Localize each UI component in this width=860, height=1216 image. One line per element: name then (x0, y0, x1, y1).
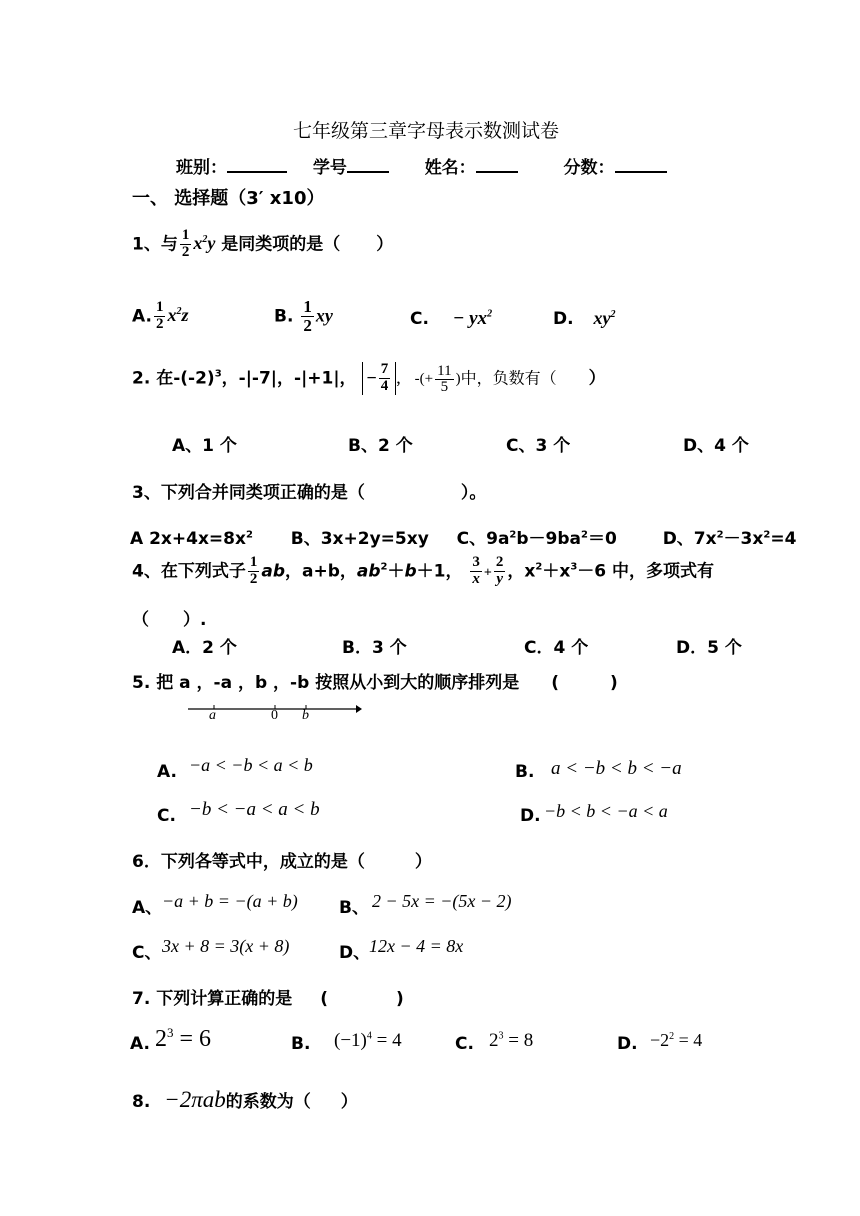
q1-end: ） (376, 234, 394, 255)
q1-option-a-label: A. (132, 306, 152, 327)
q5-option-d-expr: −b < b < −a < a (544, 801, 668, 821)
fraction-1-2: $\frac{1}{2}$ (155, 299, 164, 332)
q1-option-c (410, 308, 492, 330)
q7-option-c-expr: $2^3 = 8$ (489, 1030, 534, 1051)
q1-option-c-expr: − $yx^2$ (452, 308, 493, 329)
number-line (186, 700, 362, 730)
q6-option-c-label: C、 (132, 943, 162, 963)
q7-option-b-expr: $(-1)^4 = 4$ (334, 1030, 402, 1051)
q3-option-a: A 2x+4x=8x (130, 529, 246, 549)
q1-option-a-expr: $x^2z$ (167, 305, 189, 326)
q1-option-c-label: C. (410, 309, 429, 329)
score-label: 分数： (563, 158, 615, 178)
q1-option-b-expr: xy (315, 305, 333, 326)
q7-option-d-expr: $-2^2 = 4$ (650, 1030, 703, 1050)
q2-sup: 3 (214, 368, 222, 380)
q3-option-d-part3: =4 (770, 529, 797, 549)
fraction-1-2: $\frac{1}{2}$ (303, 297, 312, 335)
q4-prefix: 4、在下列式子 (132, 561, 246, 582)
question-8 (132, 1087, 358, 1113)
question-1 (132, 228, 393, 261)
q5-option-d-label: D. (520, 806, 541, 826)
q8-post: 的系数为（ (225, 1092, 311, 1112)
q5-option-a-expr: −a < −b < a < b (189, 755, 313, 775)
axis-label-zero: 0 (271, 708, 278, 723)
q7-option-d-label: D. (617, 1034, 638, 1054)
q4-term-ab: ab (261, 561, 285, 582)
q4-option-c: C．4 个 (524, 638, 589, 658)
q4-option-b: B．3 个 (342, 638, 407, 658)
q1-prefix: 1、与 (132, 234, 178, 255)
q1-option-d-expr: $xy^2$ (593, 308, 616, 328)
q4-poly-a: ，x (507, 561, 536, 582)
q3-option-d-part1: D、7x (662, 529, 717, 549)
class-label: 班别： (176, 158, 227, 178)
score-blank (615, 170, 667, 173)
fraction-3-x: $\frac{3}{x}$ (472, 554, 480, 587)
axis-label-b: b (302, 708, 309, 723)
question-2: 2. 在$-(-2)^3$，-|-7|，-|+1|， − $\frac{7}{4}$ , -(+ $\frac{11}{5}$ )中，负数有（ ） (132, 361, 606, 396)
fraction-11-5: $\frac{11}{5}$ (437, 362, 452, 396)
q4-term-ab2: ab (356, 561, 381, 582)
q3-option-c-part2: b－9ba (516, 529, 582, 549)
question-4: 4、在下列式子 $\frac{1}{2}$ ab，a+b，$ab^2+b+1$， $\frac{3}{x}$ + $\frac{2}{y}$ ，$x^2+x^3-6$ 中，多项式有 (132, 554, 715, 587)
fraction-1-2: $\frac{1}{2}$ (181, 227, 190, 260)
q6-option-d-label: D、 (339, 943, 371, 963)
info-line (176, 153, 667, 178)
q2-tail: 中，负数有（ (460, 368, 557, 388)
q4-term-b: b (404, 561, 417, 582)
q8-expr: −2πab (164, 1087, 226, 1112)
q1-option-b (274, 298, 333, 335)
q2-prefix: 2. 在-(-2) (132, 368, 215, 389)
q4-line2: （ ）. (132, 610, 207, 630)
q4-sep: ，a+b， (284, 561, 357, 582)
q6-option-a-label: A、 (132, 898, 163, 918)
question-5 (132, 668, 618, 693)
q4-option-a: A．2 个 (172, 638, 237, 658)
q2-option-c: C、3 个 (506, 436, 571, 456)
student-id-label: 学号 (312, 158, 347, 178)
q1-term: $x^2y$ (193, 233, 216, 254)
q3-options (130, 524, 796, 549)
name-blank (476, 170, 518, 173)
class-blank (227, 170, 287, 173)
fraction-2-y: $\frac{2}{y}$ (495, 554, 504, 587)
q6-option-d-expr: 12x − 4 = 8x (369, 936, 464, 956)
fraction-7-4: $\frac{7}{4}$ (380, 361, 389, 394)
q1-option-d (553, 308, 616, 329)
q3-sup: 2 (716, 529, 724, 541)
q4-plus-one: ＋1， (416, 561, 463, 582)
q6-text: 6．下列各等式中，成立的是（ (132, 852, 365, 872)
q8-prefix: 8. (132, 1092, 151, 1112)
q3-option-b: B、3x+2y=5xy (290, 529, 429, 549)
q5-text: 5. 把 a ，-a ，b ，-b 按照从小到大的顺序排列是 (132, 673, 520, 693)
q5-option-a-label: A. (157, 762, 177, 782)
q3-sup: 2 (581, 529, 588, 541)
name-label: 姓名： (424, 158, 476, 178)
page-title: 七年级第三章字母表示数测试卷 (293, 120, 560, 142)
q3-sup: 2 (763, 529, 771, 541)
q3-option-c-part3: ＝0 (588, 529, 617, 549)
q5-option-c-expr: −b < −a < a < b (189, 799, 320, 820)
q3-option-c-part1: C、9a (456, 529, 510, 549)
q2-option-d: D、4 个 (683, 436, 749, 456)
q2-option-b: B、2 个 (348, 436, 413, 456)
q4-option-d: D．5 个 (676, 638, 742, 658)
question-3 (132, 478, 486, 503)
q4-poly-b: ＋x (542, 561, 571, 582)
q5-paren: ( ) (551, 673, 618, 693)
q1-option-d-label: D. (553, 309, 574, 329)
q6-option-c-expr: 3x + 8 = 3(x + 8) (162, 936, 290, 956)
q6-option-b-expr: 2 − 5x = −(5x − 2) (372, 891, 512, 911)
q7-text: 7. 下列计算正确的是 (132, 989, 293, 1009)
q1-option-a (132, 300, 188, 333)
q5-option-b-label: B. (515, 762, 535, 782)
q2-option-a: A、1 个 (172, 436, 237, 456)
question-7 (132, 984, 404, 1009)
q7-paren: ( ) (320, 989, 404, 1009)
q3-sup: 2 (509, 529, 517, 541)
q4-sup: 3 (570, 561, 578, 573)
q4-sup: 2 (380, 561, 388, 573)
q4-poly-tail: －6 中，多项式有 (577, 561, 715, 582)
axis-label-a: a (209, 708, 216, 723)
q7-option-a-label: A. (130, 1034, 150, 1054)
q3-end: ）。 (460, 483, 487, 503)
q4-sup: 2 (535, 561, 543, 573)
q1-mid: 是同类项的是（ (221, 234, 341, 255)
q5-option-b-expr: a < −b < b < −a (551, 758, 682, 779)
q5-option-c-label: C. (157, 806, 176, 826)
q2-end: ） (588, 368, 606, 389)
q7-option-a-expr: $2^3 = 6$ (155, 1025, 212, 1052)
fraction-1-2: $\frac{1}{2}$ (249, 554, 258, 587)
q6-option-b-label: B、 (339, 898, 369, 918)
question-6 (132, 847, 432, 872)
q8-end: ） (340, 1092, 358, 1112)
student-id-blank (347, 170, 389, 173)
q3-text: 3、下列合并同类项正确的是（ (132, 483, 365, 503)
q6-end: ） (414, 852, 432, 872)
q7-option-b-label: B. (291, 1034, 311, 1054)
q7-option-c-label: C. (455, 1034, 474, 1054)
q2-mid: ，-|-7|，-|+1|， (221, 368, 357, 389)
q3-option-d-part2: －3x (723, 529, 764, 549)
section-heading: 一、 选择题（3′ x10） (132, 188, 325, 209)
q4-plus: ＋ (387, 561, 405, 582)
abs-neg-7-4: − $\frac{7}{4}$ (362, 362, 396, 395)
q1-option-b-label: B. (274, 306, 294, 327)
q3-sup: 2 (245, 529, 253, 541)
q2-expr: -(+ $\frac{11}{5}$ ) (414, 362, 461, 396)
q6-option-a-expr: −a + b = −(a + b) (162, 891, 298, 911)
